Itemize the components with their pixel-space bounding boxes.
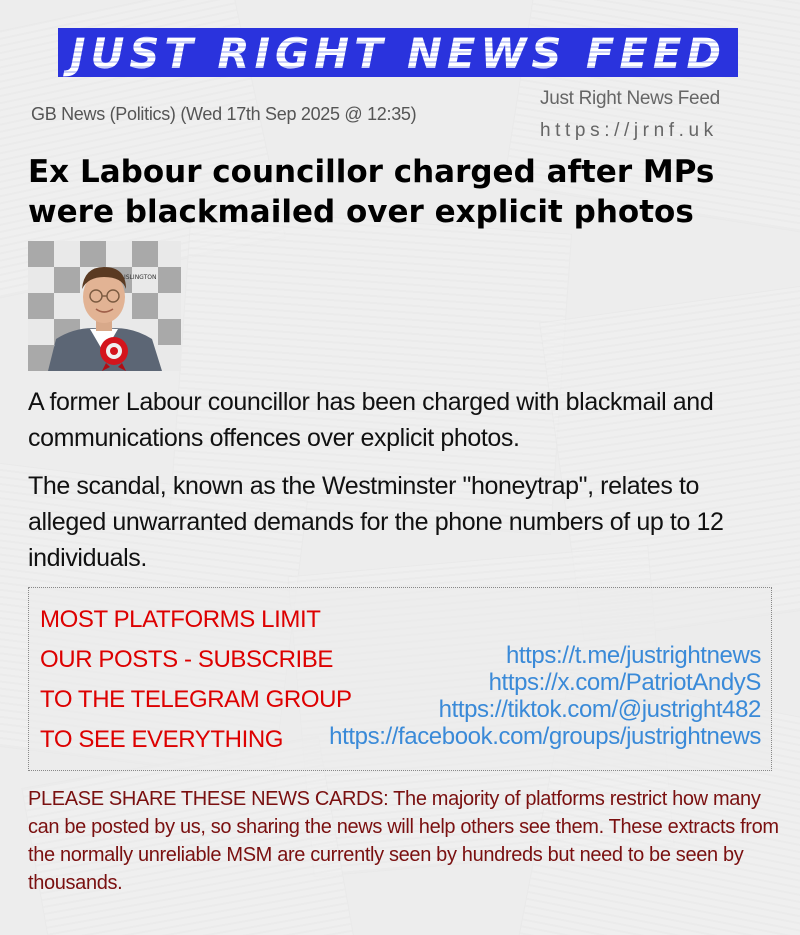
subscribe-callout <box>28 587 772 771</box>
x-twitter-link[interactable]: https://x.com/PatriotAndyS <box>488 669 761 696</box>
article-photo <box>28 241 181 371</box>
tiktok-link[interactable]: https://tiktok.com/@justright482 <box>438 696 761 723</box>
telegram-link[interactable]: https://t.me/justrightnews <box>505 642 761 669</box>
subscribe-message-line: TO SEE EVERYTHING <box>40 726 284 753</box>
article-paragraph: The scandal, known as the Westminster "honeytrap", relates to alleged unwarranted demands for the phone numbers of up to 12 individuals. <box>28 472 724 572</box>
subscribe-message-line: OUR POSTS - SUBSCRIBE <box>40 646 333 673</box>
subscribe-message-line: MOST PLATFORMS LIMIT <box>40 606 321 633</box>
article-paragraph: A former Labour councillor has been charged with blackmail and communications offences over explicit photos. <box>28 388 714 452</box>
brand-name: Just Right News Feed <box>540 88 720 109</box>
article-headline: Ex Labour councillor charged after MPs were blackmailed over explicit photos <box>28 154 715 230</box>
social-links <box>329 642 761 750</box>
subscribe-message <box>40 600 352 760</box>
subscribe-message-line: TO THE TELEGRAM GROUP <box>40 686 352 713</box>
facebook-group-link[interactable]: https://facebook.com/groups/justrightnews <box>329 723 761 750</box>
photo-sign-text: ISLINGTON <box>124 274 157 281</box>
banner-title-graphic <box>58 28 738 77</box>
article-source: GB News (Politics) (Wed 17th Sep 2025 @ 12:35) <box>31 104 417 124</box>
site-banner <box>58 28 738 77</box>
brand-url-link[interactable]: https://jrnf.uk <box>540 120 718 141</box>
banner-title: JUST RIGHT NEWS FEED <box>63 29 727 77</box>
share-note: PLEASE SHARE THESE NEWS CARDS: The majority of platforms restrict how many can be posted by us, so sharing the news will help others see them. These extracts from the normally unreliable MSM are currently seen by hundreds but need to be seen by thousands. <box>28 788 779 894</box>
